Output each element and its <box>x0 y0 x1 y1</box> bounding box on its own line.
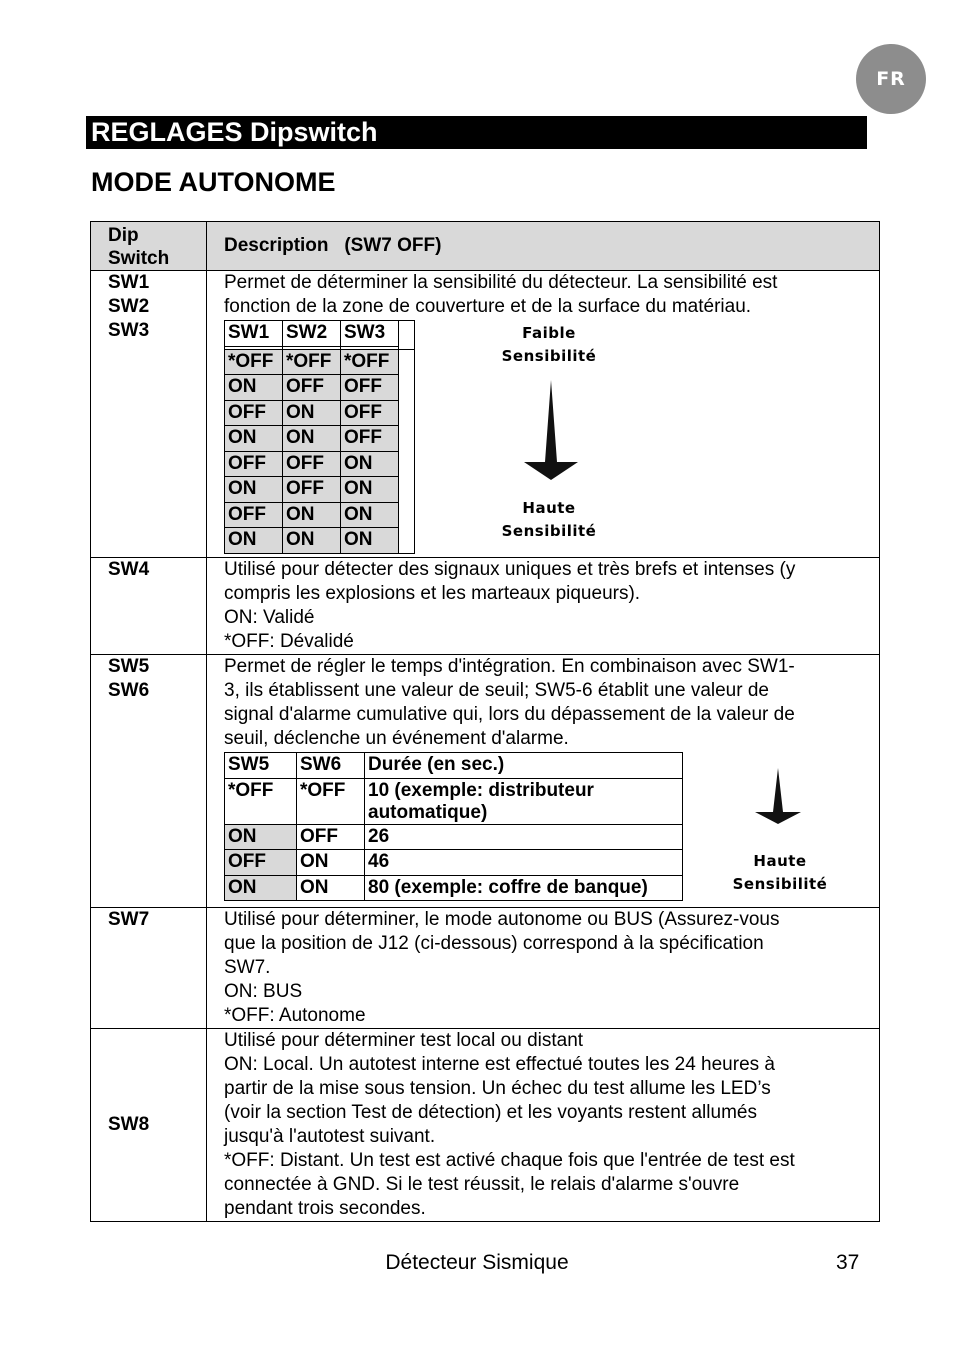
table-row: ON OFF OFF <box>225 375 415 401</box>
table-row: ON ON ON <box>225 528 415 554</box>
table-header-row <box>91 222 880 271</box>
table-row: OFF OFF ON <box>225 451 415 477</box>
sensitivity-block <box>224 320 879 556</box>
duration-table <box>224 752 683 901</box>
table-row: ON ON OFF <box>225 426 415 452</box>
description-cell: Utilisé pour déterminer, le mode autonome ou BUS (Assurez-vous que la position de J12 (ci-dessous) correspond à la spécification SW7. ON: BUS *OFF: Autonome <box>207 908 880 1029</box>
description-cell: Permet de régler le temps d'intégration. En combinaison avec SW1- 3, ils établissent une valeur de seuil; SW5-6 établit une valeur de signal d'alarme cumulative qui, lors du dépassement de la valeur de seuil, déclenche un événement d'alarme. SW5 SW6 Durée (en sec.) *OFF *OFF 10 (exemple: distributeur automatique) ON OFF 26 OFF ON 46 ON ON 80 (exemple: coffre de banque) Haute Sensibilité <box>207 655 880 908</box>
table-row: *OFF *OFF 10 (exemple: distributeur automatique) <box>225 778 683 824</box>
section-title: REGLAGES Dipswitch <box>86 116 867 149</box>
table-row: ON ON 80 (exemple: coffre de banque) <box>225 875 683 901</box>
table-row-sw8 <box>91 1029 880 1222</box>
sensitivity-header-row: SW1 SW2 SW3 <box>225 321 415 347</box>
arrow-bottom-label: Haute Sensibilité <box>501 499 597 540</box>
sensitivity-table <box>224 320 415 554</box>
duration-header-row: SW5 SW6 Durée (en sec.) <box>225 753 683 779</box>
mode-title: MODE AUTONOME <box>91 167 336 197</box>
description-cell: Permet de déterminer la sensibilité du détecteur. La sensibilité est fonction de la zone de couverture et de la surface du matériau. SW1 SW2 SW3 *OFF *OFF *OFF ON OFF OFF OFF ON OFF ON ON OFF OFF OFF ON ON OFF ON OFF ON ON ON ON ON Faible Sensibilité Haute Sensibilité <box>207 271 880 558</box>
sensitivity-arrow-icon <box>753 768 803 824</box>
switch-cell: SW4 <box>91 558 207 655</box>
duration-block <box>224 752 879 907</box>
footer-title: Détecteur Sismique <box>385 1251 569 1274</box>
table-row: ON OFF ON <box>225 477 415 503</box>
language-badge: FR <box>856 44 926 114</box>
table-row: OFF ON ON <box>225 502 415 528</box>
dipswitch-table <box>90 221 880 1222</box>
table-row: *OFF *OFF *OFF <box>225 349 415 375</box>
table-row-sw7 <box>91 908 880 1029</box>
arrow-bottom-label: Haute Sensibilité <box>732 852 828 893</box>
switch-cell: SW5 SW6 <box>91 655 207 908</box>
page-number: 37 <box>836 1251 860 1274</box>
header-dip-switch: Dip Switch <box>91 222 207 271</box>
arrow-top-label: Faible Sensibilité <box>501 324 597 365</box>
switch-cell: SW1 SW2 SW3 <box>91 271 207 558</box>
table-row-sw4 <box>91 558 880 655</box>
table-row: OFF ON OFF <box>225 400 415 426</box>
description-cell: Utilisé pour détecter des signaux uniques et très brefs et intenses (y compris les explosions et les marteaux piqueurs). ON: Validé *OFF: Dévalidé <box>207 558 880 655</box>
table-row-sw5-6 <box>91 655 880 908</box>
description-cell: Utilisé pour déterminer test local ou distant ON: Local. Un autotest interne est effectué toutes les 24 heures à partir de la mise sous tension. Un échec du test allume les LED’s (voir la section Test de détection) et les voyants restent allumés jusqu'à l'autotest suivant. *OFF: Distant. Un test est activé chaque fois que l'entrée de test est connectée à GND. Si le test réussit, le relais d'alarme s'ouvre pendant trois secondes. <box>207 1029 880 1222</box>
switch-cell: SW7 <box>91 908 207 1029</box>
table-row: OFF ON 46 <box>225 850 683 876</box>
table-row-sw1-3 <box>91 271 880 558</box>
switch-cell: SW8 <box>91 1029 207 1222</box>
table-row: ON OFF 26 <box>225 824 683 850</box>
sensitivity-arrow-icon <box>522 380 580 480</box>
header-description: Description (SW7 OFF) <box>207 222 880 271</box>
